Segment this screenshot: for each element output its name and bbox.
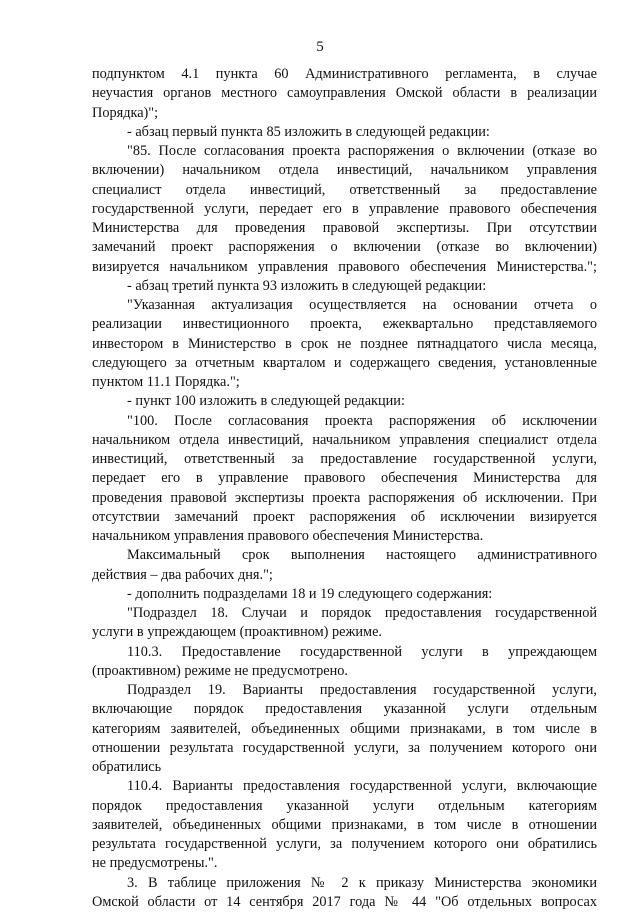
text-line: подпунктом 4.1 пункта 60 Административного регламента, в случае	[92, 66, 597, 82]
text-line: замечаний проект распоряжения о включении (отказе во включении)	[92, 239, 597, 256]
text-line: - абзац первый пункта 85 изложить в следующей редакции:	[127, 123, 490, 140]
text-line: включении) начальником отдела инвестиций, начальником управления	[92, 162, 597, 179]
text-line: начальником отдела инвестиций, начальником управления специалист отдела	[92, 431, 597, 448]
text-line: инвестиций, ответственный за предоставление государственной услуги,	[92, 451, 597, 467]
text-line: "100. После согласования проекта распоряжения об исключении	[127, 412, 597, 429]
text-line: услуги в упреждающем (проактивном) режиме.	[92, 624, 383, 641]
text-line: Порядка)";	[92, 104, 159, 121]
text-line: результата государственной услуги, за получением которого они обратились	[92, 836, 597, 852]
text-line: "85. После согласования проекта распоряжения о включении (отказе во	[127, 143, 597, 159]
text-line: "Подраздел 18. Случаи и порядок предоставления государственной	[127, 605, 597, 621]
text-line: категориям заявителей, объединенных общими признаками, в том числе в	[92, 720, 597, 737]
text-line: действия – два рабочих дня.";	[92, 566, 273, 583]
text-line: "Указанная актуализация осуществляется на основании отчета о	[127, 297, 597, 313]
text-line: отсутствии замечаний проект распоряжения об исключении визируется	[92, 508, 597, 525]
text-line: неучастия органов местного самоуправления Омской области в реализации	[92, 85, 597, 102]
text-line: специалист отдела инвестиций, ответственный за предоставление	[92, 181, 597, 198]
text-line: (проактивном) режиме не предусмотрено.	[92, 662, 348, 679]
text-line: 110.3. Предоставление государственной услуги в упреждающем	[127, 643, 597, 660]
text-line: инвестором в Министерство в срок не позднее пятнадцатого числа месяца,	[92, 335, 597, 352]
text-line: заявителей, объединенных общими признаками, в том числе в отношении	[92, 816, 597, 833]
text-line: - абзац третий пункта 93 изложить в следующей редакции:	[127, 277, 487, 294]
text-line: Министерства для проведения правовой экспертизы. При отсутствии	[92, 220, 597, 236]
text-line: обратились	[92, 759, 162, 775]
text-line: визируется начальником управления правового обеспечения Министерства.";	[92, 258, 597, 275]
text-line: пунктом 11.1 Порядка.";	[92, 374, 240, 390]
text-line: - пункт 100 изложить в следующей редакции:	[127, 393, 405, 410]
text-line: государственной услуги, передает его в управление правового обеспечения	[92, 200, 597, 217]
text-line: передает его в управление правового обеспечения Министерства для	[92, 470, 597, 487]
text-line: начальником управления правового обеспечения Министерства.	[92, 528, 484, 544]
document-body	[92, 65, 597, 912]
text-line: не предусмотрены.".	[92, 855, 218, 872]
text-line: включающие порядок предоставления указанной услуги отдельным	[92, 701, 597, 718]
text-line: Максимальный срок выполнения настоящего административного	[127, 547, 597, 564]
text-line: следующего за отчетным кварталом и содержащего сведения, установленные	[92, 354, 597, 371]
text-line: - дополнить подразделами 18 и 19 следующего содержания:	[127, 585, 493, 602]
text-line: реализации инвестиционного проекта, ежеквартально представляемого	[92, 316, 597, 333]
text-line: отношении результата государственной услуги, за получением которого они	[92, 739, 597, 756]
page-number: 5	[316, 39, 324, 55]
text-line: проведения правовой экспертизы проекта распоряжения об исключении. При	[92, 489, 597, 506]
text-line: Подраздел 19. Варианты предоставления государственной услуги,	[127, 682, 597, 698]
text-line: 110.4. Варианты предоставления государственной услуги, включающие	[127, 778, 597, 795]
text-line: 3. В таблице приложения № 2 к приказу Министерства экономики	[127, 874, 597, 891]
text-line: Омской области от 14 сентября 2017 года № 44 "Об отдельных вопросах	[92, 893, 597, 910]
text-line: порядок предоставления указанной услуги отдельным категориям	[92, 797, 597, 814]
